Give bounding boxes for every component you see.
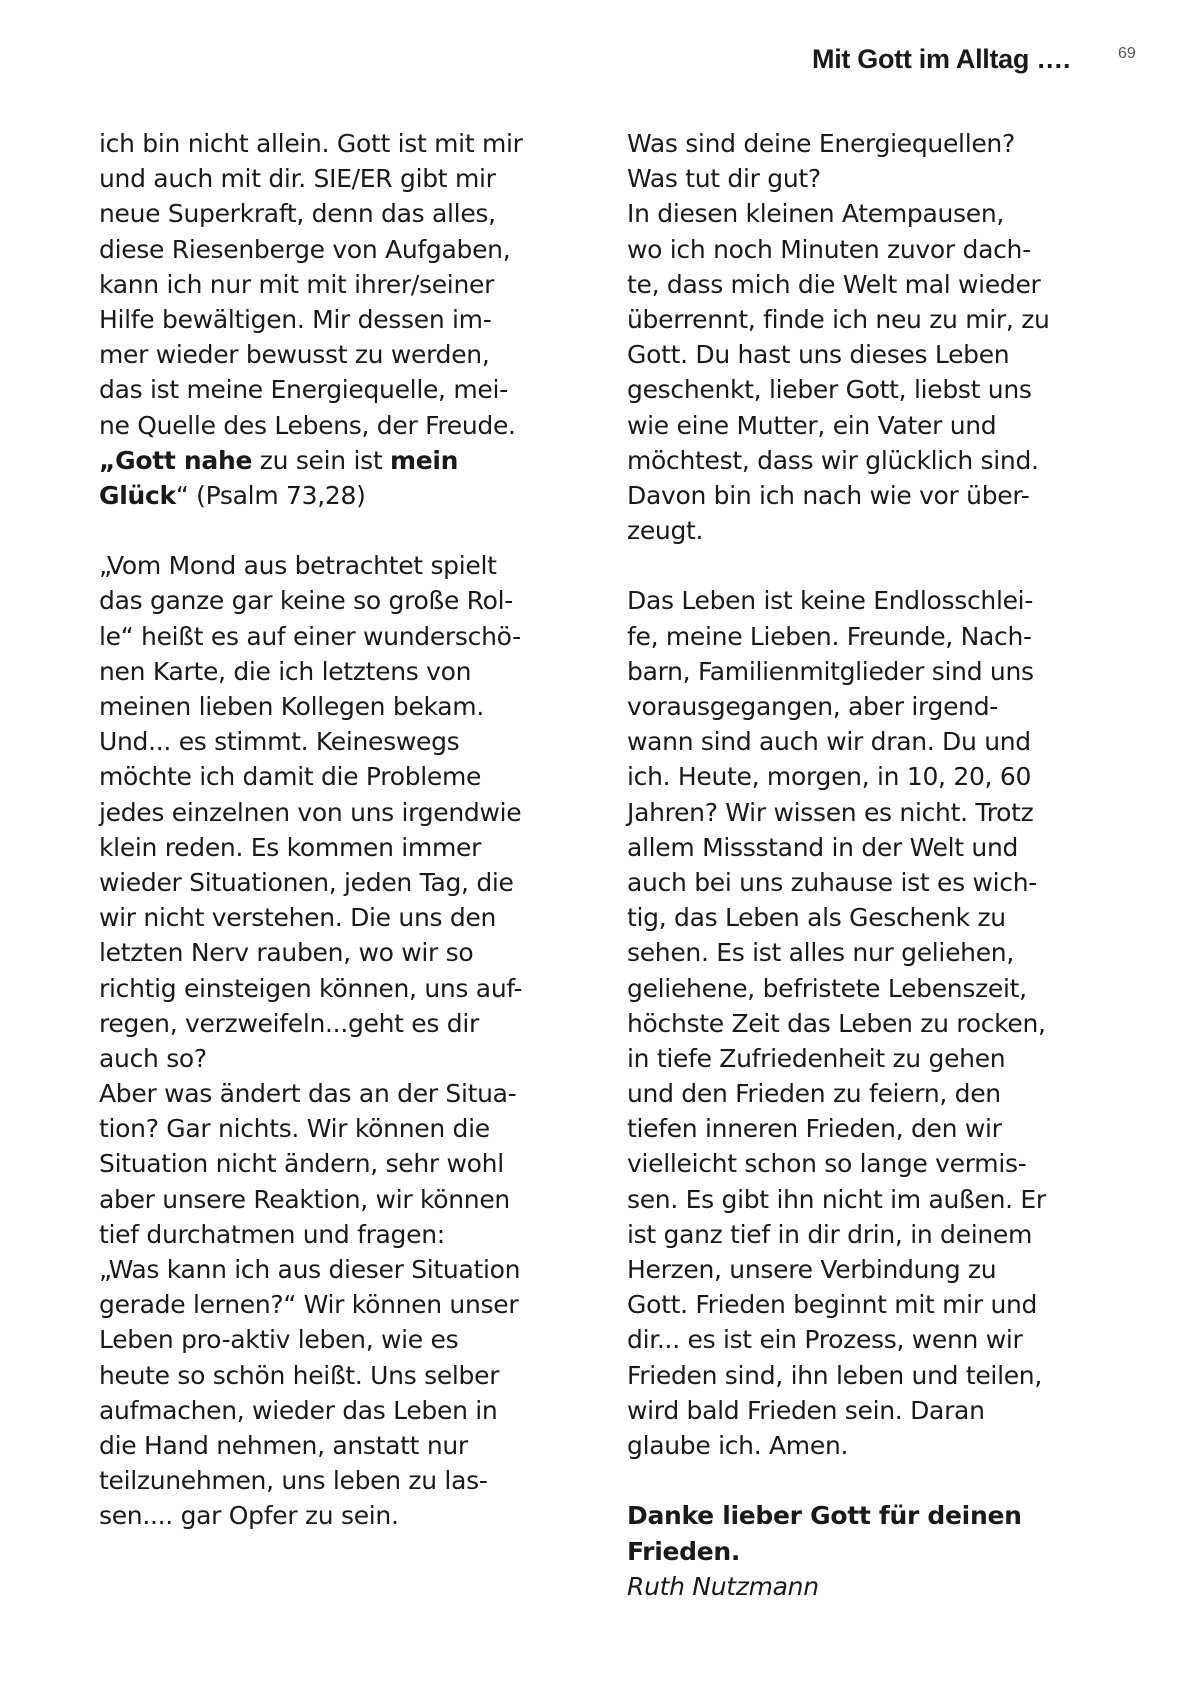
text-line: in tiefe Zufriedenheit zu gehen bbox=[627, 1043, 1006, 1073]
quote-bold-phrase: „Gott nahe bbox=[99, 445, 253, 475]
text-line: „Was kann ich aus dieser Situation bbox=[99, 1255, 521, 1284]
quote-bold-word: mein bbox=[389, 445, 459, 475]
quote-citation: “ (Psalm 73,28) bbox=[175, 480, 366, 510]
text-line: auch bei uns zuhause ist es wich- bbox=[627, 867, 1038, 897]
text-line: Frieden. bbox=[627, 1536, 741, 1566]
text-line: nen Karte, die ich letztens von bbox=[99, 656, 472, 686]
text-line: allem Missstand in der Welt und bbox=[627, 832, 1019, 862]
text-line: fe, meine Lieben. Freunde, Nach- bbox=[627, 621, 1032, 651]
psalm-quote-line-2 bbox=[99, 478, 589, 513]
text-line: wo ich noch Minuten zuvor dach- bbox=[627, 234, 1031, 264]
text-line: wir nicht verstehen. Die uns den bbox=[99, 903, 497, 933]
text-line: möchtest, dass wir glücklich sind. bbox=[627, 445, 1039, 475]
text-line: glaube ich. Amen. bbox=[627, 1430, 849, 1460]
text-line: geliehene, befristete Lebenszeit, bbox=[627, 973, 1027, 1003]
text-line: dir... es ist ein Prozess, wenn wir bbox=[627, 1325, 1023, 1355]
quote-text: zu sein ist bbox=[252, 445, 390, 475]
text-line: heute so schön heißt. Uns selber bbox=[99, 1360, 500, 1390]
closing-prayer bbox=[627, 1498, 1127, 1568]
text-line: neue Superkraft, denn das alles, bbox=[99, 199, 496, 229]
author-signature: Ruth Nutzmann bbox=[627, 1571, 819, 1601]
text-line: ich bin nicht allein. Gott ist mit mir bbox=[99, 129, 523, 158]
text-line: sehen. Es ist alles nur geliehen, bbox=[627, 938, 1014, 968]
text-line: Aber was ändert das an der Situa- bbox=[99, 1079, 517, 1109]
text-line: Davon bin ich nach wie vor über- bbox=[627, 480, 1030, 510]
text-line: gerade lernen?“ Wir können unser bbox=[99, 1290, 519, 1320]
text-line: barn, Familienmitglieder sind uns bbox=[627, 656, 1034, 686]
text-line: Hilfe bewältigen. Mir dessen im- bbox=[99, 304, 492, 334]
running-header-title: Mit Gott im Alltag …. bbox=[812, 44, 1071, 74]
text-line: meinen lieben Kollegen bekam. bbox=[99, 692, 484, 721]
text-line: richtig einsteigen können, uns auf- bbox=[99, 973, 523, 1003]
text-line: regen, verzweifeln...geht es dir bbox=[99, 1008, 479, 1038]
text-line: sen.... gar Opfer zu sein. bbox=[99, 1501, 399, 1531]
text-line: zeugt. bbox=[627, 516, 704, 546]
quote-bold-word: Glück bbox=[99, 480, 176, 510]
text-line: te, dass mich die Welt mal wieder bbox=[627, 269, 1041, 299]
text-line: Das Leben ist keine Endlosschlei- bbox=[627, 586, 1034, 616]
text-line: Jahren? Wir wissen es nicht. Trotz bbox=[627, 797, 1034, 827]
text-line: tig, das Leben als Geschenk zu bbox=[627, 903, 1006, 933]
paragraph-gap bbox=[99, 513, 589, 548]
left-column bbox=[99, 126, 589, 1534]
paragraph-life bbox=[627, 583, 1127, 1463]
paragraph-intro bbox=[99, 126, 589, 443]
text-line: vielleicht schon so lange vermis- bbox=[627, 1149, 1027, 1179]
psalm-quote-line-1 bbox=[99, 443, 589, 478]
text-line: ist ganz tief in dir drin, in deinem bbox=[627, 1219, 1033, 1249]
text-line: mer wieder bewusst zu werden, bbox=[99, 340, 490, 370]
paragraph-gap bbox=[627, 548, 1127, 583]
text-line: Was tut dir gut? bbox=[627, 164, 821, 194]
text-line: ne Quelle des Lebens, der Freude. bbox=[99, 410, 516, 440]
text-line: diese Riesenberge von Aufgaben, bbox=[99, 234, 511, 264]
text-line: In diesen kleinen Atempausen, bbox=[627, 199, 1005, 229]
text-line: ich. Heute, morgen, in 10, 20, 60 bbox=[627, 762, 1032, 792]
page-number: 69 bbox=[1118, 45, 1136, 62]
text-line: le“ heißt es auf einer wunderschö- bbox=[99, 621, 521, 651]
text-line: und auch mit dir. SIE/ER gibt mir bbox=[99, 164, 496, 194]
text-line: überrennt, finde ich neu zu mir, zu bbox=[627, 304, 1050, 334]
text-line: Und... es stimmt. Keineswegs bbox=[99, 727, 460, 757]
paragraph-moon bbox=[99, 548, 589, 1533]
text-line: tiefen inneren Frieden, den wir bbox=[627, 1114, 1002, 1144]
text-line: möchte ich damit die Probleme bbox=[99, 762, 482, 792]
text-line: und den Frieden zu feiern, den bbox=[627, 1079, 1001, 1109]
text-line: kann ich nur mit mit ihrer/seiner bbox=[99, 269, 495, 299]
text-line: „Vom Mond aus betrachtet spielt bbox=[99, 551, 497, 581]
text-line: wird bald Frieden sein. Daran bbox=[627, 1395, 985, 1425]
text-line: wieder Situationen, jeden Tag, die bbox=[99, 867, 514, 897]
text-line: Situation nicht ändern, sehr wohl bbox=[99, 1149, 504, 1179]
text-line: auch so? bbox=[99, 1043, 207, 1073]
text-line: jedes einzelnen von uns irgendwie bbox=[99, 797, 522, 827]
text-line: die Hand nehmen, anstatt nur bbox=[99, 1430, 468, 1460]
text-line: das ist meine Energiequelle, mei- bbox=[99, 375, 508, 405]
paragraph-gap bbox=[627, 1463, 1127, 1498]
text-line: aufmachen, wieder das Leben in bbox=[99, 1395, 498, 1425]
text-line: Herzen, unsere Verbindung zu bbox=[627, 1255, 997, 1284]
text-line: tief durchatmen und fragen: bbox=[99, 1219, 445, 1249]
text-line: klein reden. Es kommen immer bbox=[99, 832, 482, 862]
text-line: geschenkt, lieber Gott, liebst uns bbox=[627, 375, 1032, 405]
text-line: Frieden sind, ihn leben und teilen, bbox=[627, 1360, 1042, 1390]
text-line: aber unsere Reaktion, wir können bbox=[99, 1184, 510, 1214]
text-line: Was sind deine Energiequellen? bbox=[627, 129, 1015, 158]
text-line: wann sind auch wir dran. Du und bbox=[627, 727, 1031, 757]
text-line: Gott. Frieden beginnt mit mir und bbox=[627, 1290, 1038, 1320]
paragraph-energy-sources bbox=[627, 126, 1127, 548]
text-line: wie eine Mutter, ein Vater und bbox=[627, 410, 997, 440]
text-line: sen. Es gibt ihn nicht im außen. Er bbox=[627, 1184, 1046, 1214]
text-line: Gott. Du hast uns dieses Leben bbox=[627, 340, 1010, 370]
text-line: letzten Nerv rauben, wo wir so bbox=[99, 938, 474, 968]
text-line: das ganze gar keine so große Rol- bbox=[99, 586, 513, 616]
text-line: teilzunehmen, uns leben zu las- bbox=[99, 1466, 488, 1496]
text-line: Leben pro-aktiv leben, wie es bbox=[99, 1325, 459, 1355]
text-line: vorausgegangen, aber irgend- bbox=[627, 692, 998, 721]
text-line: tion? Gar nichts. Wir können die bbox=[99, 1114, 490, 1144]
right-column bbox=[627, 126, 1127, 1604]
text-line: höchste Zeit das Leben zu rocken, bbox=[627, 1008, 1046, 1038]
text-line: Danke lieber Gott für deinen bbox=[627, 1501, 1022, 1531]
